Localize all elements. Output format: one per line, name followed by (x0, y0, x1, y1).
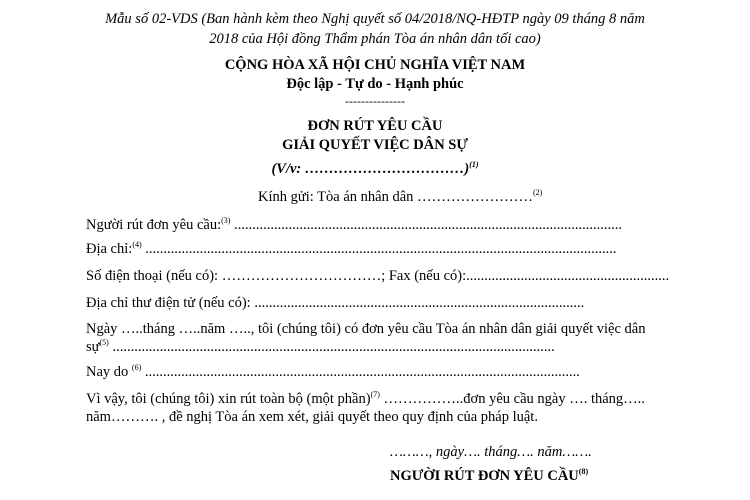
reason-field (86, 363, 580, 381)
motto: Độc lập - Tự do - Hạnh phúc (286, 76, 464, 92)
reason-dots: ........................................................................................................................ (141, 364, 580, 380)
request-dots: .......................................................................................................................... (108, 339, 555, 355)
withdraw-footnote-ref: (7) (370, 390, 380, 399)
subject-text: (V/v: ……………………………) (271, 161, 470, 177)
recipient-line (258, 188, 542, 206)
address-field (86, 240, 617, 258)
document-subject (0, 160, 750, 178)
signer-text: NGƯỜI RÚT ĐƠN YÊU CẦU (390, 468, 579, 484)
subject-footnote-ref: (1) (469, 160, 479, 169)
withdraw-line1 (86, 390, 645, 408)
recipient-footnote-ref: (2) (533, 188, 543, 197)
signature-date-place: ………, ngày…. tháng…. năm……. (390, 444, 592, 460)
reason-label: Nay do (86, 364, 129, 380)
form-note-line2: 2018 của Hội đồng Thẩm phán Tòa án nhân dân tối cao) (209, 31, 541, 47)
requester-field (86, 216, 622, 234)
country-name: CỘNG HÒA XÃ HỘI CHỦ NGHĨA VIỆT NAM (224, 57, 526, 73)
document-title-line2: GIẢI QUYẾT VIỆC DÂN SỰ (282, 137, 468, 153)
request-date-line2 (86, 338, 555, 356)
withdraw-line2: năm………. , đề nghị Tòa án xem xét, giải quyết theo quy định của pháp luật. (86, 409, 538, 425)
signer-footnote-ref: (8) (578, 467, 589, 476)
requester-dots: ........................................................................................................... (230, 217, 622, 233)
header-divider: --------------- (345, 94, 405, 108)
address-dots: .................................................................................................................................. (141, 241, 617, 257)
signer-title (390, 467, 588, 485)
request-date-line1: Ngày …..tháng …..năm ….., tôi (chúng tôi) có đơn yêu cầu Tòa án nhân dân giải quyết việc dân (86, 321, 646, 337)
reason-footnote-ref: (6) (131, 363, 142, 372)
request-date-label: sự (86, 339, 100, 355)
address-footnote-ref: (4) (132, 240, 142, 249)
recipient-text: Kính gửi: Tòa án nhân dân …………………… (258, 189, 534, 205)
withdraw-text-b: ……………..đơn yêu cầu ngày …. tháng….. (379, 391, 645, 407)
request-footnote-ref: (5) (99, 338, 109, 347)
email-field: Địa chỉ thư điện tử (nếu có): ........................................................................................... (86, 295, 585, 311)
requester-label: Người rút đơn yêu cầu: (86, 217, 222, 233)
phone-fax-field: Số điện thoại (nếu có): ……………………………; Fax (nếu có):........................................................ (86, 268, 670, 284)
requester-footnote-ref: (3) (221, 216, 231, 225)
form-note-line1: Mẫu số 02-VDS (Ban hành kèm theo Nghị quyết số 04/2018/NQ-HĐTP ngày 09 tháng 8 năm (105, 11, 645, 27)
withdraw-text-a: Vì vậy, tôi (chúng tôi) xin rút toàn bộ (một phần) (86, 391, 371, 407)
document-title-line1: ĐƠN RÚT YÊU CẦU (307, 118, 443, 134)
address-label: Địa chỉ: (86, 241, 133, 257)
